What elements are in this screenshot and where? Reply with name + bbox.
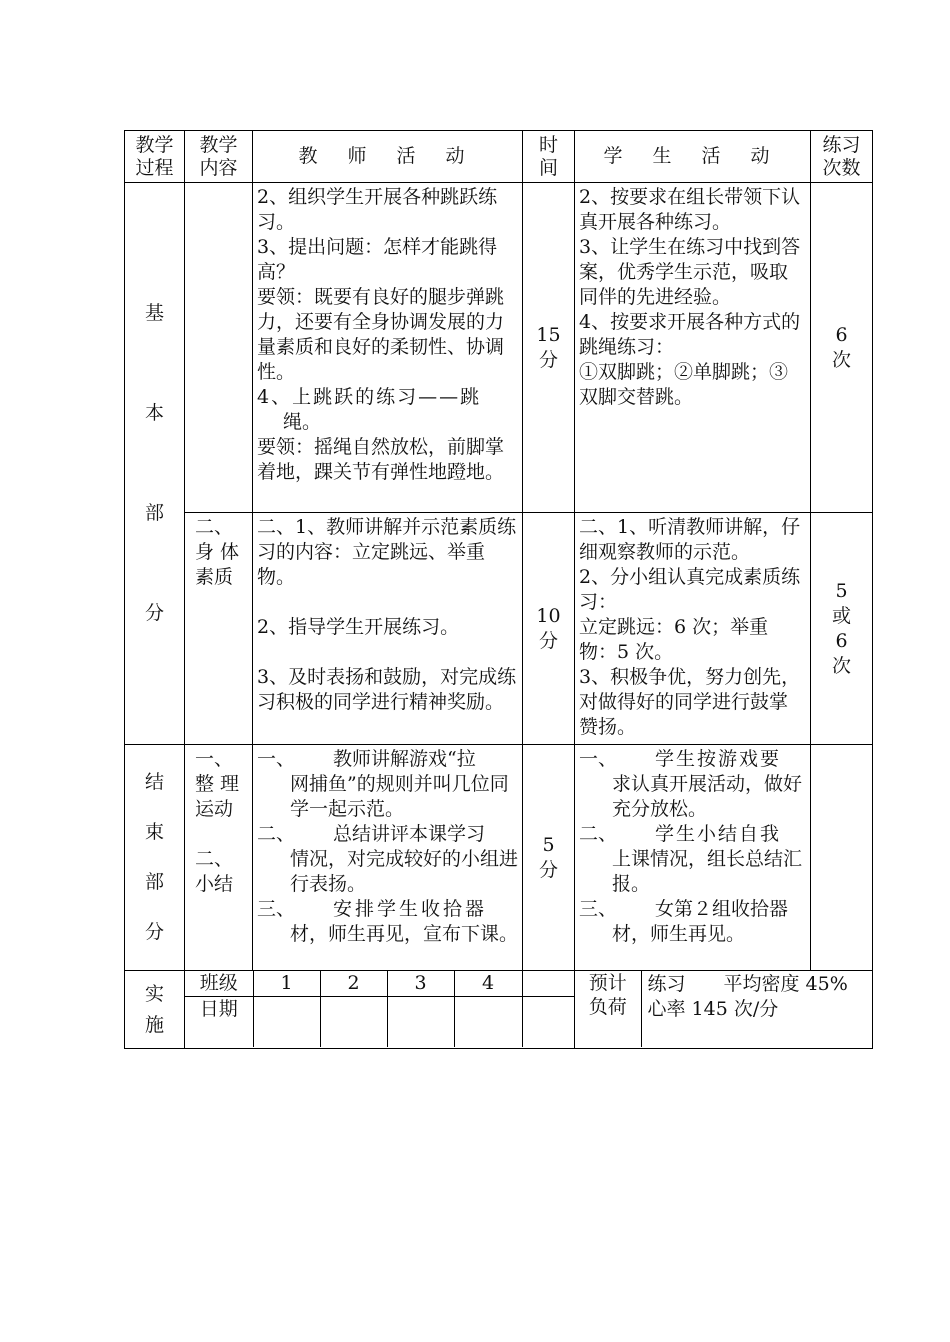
- date-label: 日期: [185, 997, 253, 1048]
- class-2: 2: [320, 971, 387, 997]
- implement-schedule: [185, 971, 575, 1049]
- basic-row-1: [125, 183, 873, 513]
- ending-student-item-3: 三、 女第２组收拾器 材，师生再见。: [579, 898, 789, 945]
- load-cell: [575, 971, 873, 1049]
- class-4: 4: [454, 971, 522, 997]
- header-process: 教学 过程: [125, 131, 185, 183]
- class-schedule-table: [185, 971, 575, 1047]
- load-text: 练习 平均密度 45% 心率 145 次/分: [647, 973, 848, 1020]
- date-extra: [522, 997, 575, 1048]
- header-student: 学 生 活 动: [575, 131, 811, 183]
- date-1: [253, 997, 320, 1048]
- implement-label: 实 施: [125, 971, 185, 1049]
- basic-row2-time: 10 分: [523, 513, 575, 745]
- date-3: [387, 997, 454, 1048]
- ending-teacher-item-2: 二、 总结讲评本课学习 情况，对完成较好的小组进行表扬。: [257, 823, 519, 895]
- basic-row-2: [125, 513, 873, 745]
- basic-row2-count: 5 或 6 次: [811, 513, 873, 745]
- basic-row2-teacher: 二、1、教师讲解并示范素质练习的内容：立定跳远、举重物。 2、指导学生开展练习。 3、及时表扬和鼓励，对完成练习积极的同学进行精神奖励。: [253, 513, 523, 745]
- load-table: [575, 971, 872, 1047]
- date-4: [454, 997, 522, 1048]
- ending-row: [125, 745, 873, 971]
- basic-row2-content: 二、 身体 素质: [185, 513, 253, 745]
- header-content: 教学 内容: [185, 131, 253, 183]
- section-ending: 结 束 部 分: [125, 745, 185, 971]
- ending-content: 一、 整理 运动 二、 小结: [185, 745, 253, 971]
- basic-row1-teacher: 2、组织学生开展各种跳跃练习。 3、提出问题：怎样才能跳得高？ 要领：既要有良好的腿步弹跳力，还要有全身协调发展的力量素质和良好的柔韧性、协调性。 4、上跳跃的练习——跳 绳。 要领：摇绳自然放松，前脚掌着地，踝关节有弹性地蹬地。: [253, 183, 523, 513]
- basic-row1-content: [185, 183, 253, 513]
- date-2: [320, 997, 387, 1048]
- ending-teacher-item-3: 三、 安排学生收拾器 材，师生再见，宣布下课。: [257, 898, 519, 945]
- header-teacher: 教 师 活 动: [253, 131, 523, 183]
- date-row: [185, 997, 575, 1048]
- header-count: 练习 次数: [811, 131, 873, 183]
- class-extra: [522, 971, 575, 997]
- ending-time: 5 分: [523, 745, 575, 971]
- header-time: 时 间: [523, 131, 575, 183]
- load-label: 预计 负荷: [575, 971, 641, 1047]
- basic-row1-student: 2、按要求在组长带领下认真开展各种练习。 3、让学生在练习中找到答案，优秀学生示范，吸取同伴的先进经验。 4、按要求开展各种方式的跳绳练习： ①双脚跳；②单脚跳；③双脚交替跳。: [575, 183, 811, 513]
- class-row: [185, 971, 575, 997]
- class-1: 1: [253, 971, 320, 997]
- ending-student-item-1: 一、 学生按游戏要 求认真开展活动，做好充分放松。: [579, 748, 803, 820]
- ending-student: [575, 745, 811, 971]
- ending-count: [811, 745, 873, 971]
- implement-row: [125, 971, 873, 1049]
- ending-student-item-2: 二、 学生小结自我 上课情况，组长总结汇报。: [579, 823, 803, 895]
- basic-row1-count: 6 次: [811, 183, 873, 513]
- basic-row2-student: 二、1、听清教师讲解，仔细观察教师的示范。 2、分小组认真完成素质练习： 立定跳远：6 次；举重物：5 次。 3、积极争优，努力创先，对做得好的同学进行鼓掌赞扬。: [575, 513, 811, 745]
- class-3: 3: [387, 971, 454, 997]
- class-label: 班级: [185, 971, 253, 997]
- ending-teacher-item-1: 一、 教师讲解游戏“拉 网捕鱼”的规则并叫几位同学一起示范。: [257, 748, 509, 820]
- section-basic: 基 本 部 分: [125, 183, 185, 745]
- ending-teacher: [253, 745, 523, 971]
- lesson-plan-table: [124, 130, 873, 1049]
- basic-row1-time: 15 分: [523, 183, 575, 513]
- header-row: [125, 131, 873, 183]
